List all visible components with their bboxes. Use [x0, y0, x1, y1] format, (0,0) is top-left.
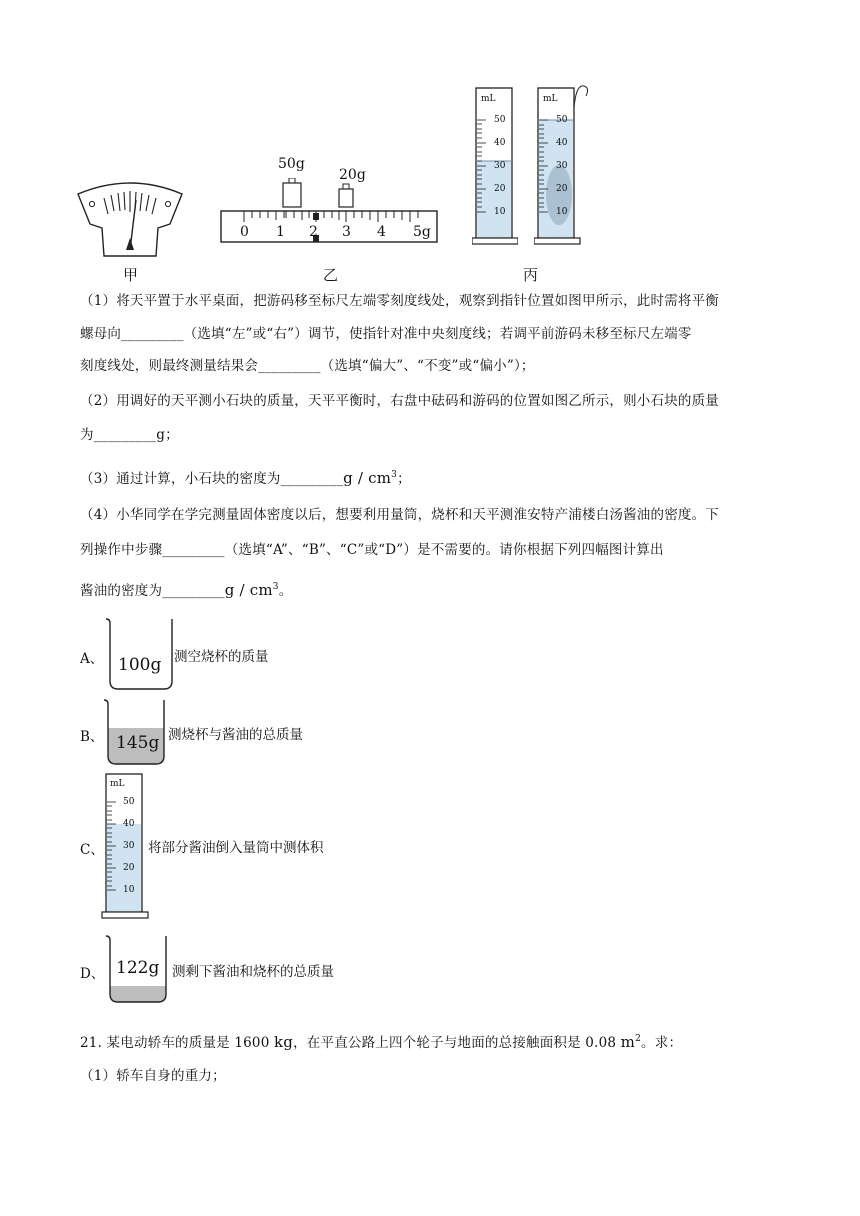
option-c-desc: 将部分酱油倒入量筒中测体积	[148, 840, 324, 856]
option-d-desc: 测剩下酱油和烧杯的总质量	[172, 964, 334, 980]
scale-tick-4: 4	[377, 224, 386, 240]
q1-line3: 刻度线处，则最终测量结果会_________（选填“偏大”、“不变”或“偏小”）；	[80, 358, 535, 374]
q1-line1: （1）将天平置于水平桌面，把游码移至标尺左端零刻度线处，观察到指针位置如图甲所示，此时需将平衡	[80, 293, 719, 309]
option-c-tick-40: 40	[123, 819, 135, 829]
q4-suffix: 。	[278, 583, 293, 599]
option-c-tick-50: 50	[123, 797, 135, 807]
figure-jia-balance-dial	[74, 180, 186, 258]
q3-unit-exponent: 3	[391, 470, 398, 480]
option-b-desc: 测烧杯与酱油的总质量	[168, 727, 303, 743]
q21-line	[80, 1030, 682, 1052]
q21-unit-exponent: 2	[635, 1034, 642, 1044]
q21-prefix: 21. 某电动轿车的质量是 1600	[80, 1035, 270, 1051]
option-a-beaker	[104, 617, 174, 691]
option-a-desc: 测空烧杯的质量	[174, 649, 269, 665]
q3-unit: g / cm	[343, 469, 392, 487]
q4-text: 酱油的密度为_________	[80, 583, 225, 599]
scale-tick-3: 3	[342, 224, 351, 240]
figure-yi-label: 乙	[323, 266, 339, 284]
q4-line2: 列操作中步骤_________（选填“A”、“B”、“C”或“D”）是不需要的。请你根据下列四幅图计算出	[80, 542, 664, 558]
weight-20g-label: 20g	[339, 167, 366, 183]
scale-tick-2: 2	[309, 224, 318, 240]
cylinder2-tick-50: 50	[556, 115, 568, 125]
figure-bing-label: 丙	[523, 266, 539, 284]
q21-suffix: 。求：	[641, 1035, 683, 1051]
cylinder1-tick-30: 30	[494, 161, 506, 171]
scale-tick-0: 0	[240, 224, 249, 240]
option-c-tick-10: 10	[123, 885, 135, 895]
cylinder2-tick-40: 40	[556, 138, 568, 148]
cylinder2-tick-20: 20	[556, 184, 568, 194]
figure-yi-weights	[280, 178, 360, 210]
weight-50g-label: 50g	[278, 156, 305, 172]
q4-unit-exponent: 3	[272, 582, 279, 592]
q4-line3	[80, 578, 292, 600]
cylinder2-tick-30: 30	[556, 161, 568, 171]
q21-unit-m: m	[620, 1033, 636, 1051]
cylinder1-tick-50: 50	[494, 115, 506, 125]
q2-line2: 为_________g；	[80, 427, 179, 443]
option-a-mass: 100g	[118, 655, 162, 675]
q2-line1: （2）用调好的天平测小石块的质量，天平平衡时，右盘中砝码和游码的位置如图乙所示，则小石块的质量	[80, 393, 719, 409]
q4-unit: g / cm	[224, 581, 273, 599]
option-c-letter: C、	[80, 842, 104, 858]
q1-line2: 螺母向_________（选填“左”或“右”）调节，使指针对准中央刻度线；若调平前游码未移至标尺左端零	[80, 326, 692, 342]
q3-line	[80, 466, 411, 488]
q4-line1: （4）小华同学在学完测量固体密度以后，想要利用量筒，烧杯和天平测淮安特产浦楼白汤酱油的密度。下	[80, 507, 719, 523]
cylinder1-unit: mL	[481, 94, 496, 104]
q3-text: （3）通过计算，小石块的密度为_________	[80, 471, 344, 487]
option-b-mass: 145g	[116, 733, 160, 753]
option-c-tick-30: 30	[123, 841, 135, 851]
figure-jia-label: 甲	[123, 266, 139, 284]
cylinder2-tick-10: 10	[556, 207, 568, 217]
scale-tick-1: 1	[276, 224, 285, 240]
figure-yi-rider-scale	[220, 210, 440, 244]
option-a-letter: A、	[80, 651, 104, 667]
option-c-tick-20: 20	[123, 863, 135, 873]
cylinder1-tick-40: 40	[494, 138, 506, 148]
scale-tick-5g: 5g	[413, 224, 431, 240]
option-d-mass: 122g	[116, 958, 160, 978]
cylinder1-tick-20: 20	[494, 184, 506, 194]
cylinder2-unit: mL	[543, 94, 558, 104]
q21-sub1: （1）轿车自身的重力；	[80, 1068, 226, 1084]
cylinder1-tick-10: 10	[494, 207, 506, 217]
option-c-cylinder-unit: mL	[110, 779, 125, 789]
q3-suffix: ；	[397, 471, 411, 487]
option-b-letter: B、	[80, 729, 104, 745]
q21-unit-kg: kg	[274, 1033, 294, 1051]
option-d-letter: D、	[80, 966, 105, 982]
q21-middle: ，在平直公路上四个轮子与地面的总接触面积是 0.08	[293, 1035, 617, 1051]
